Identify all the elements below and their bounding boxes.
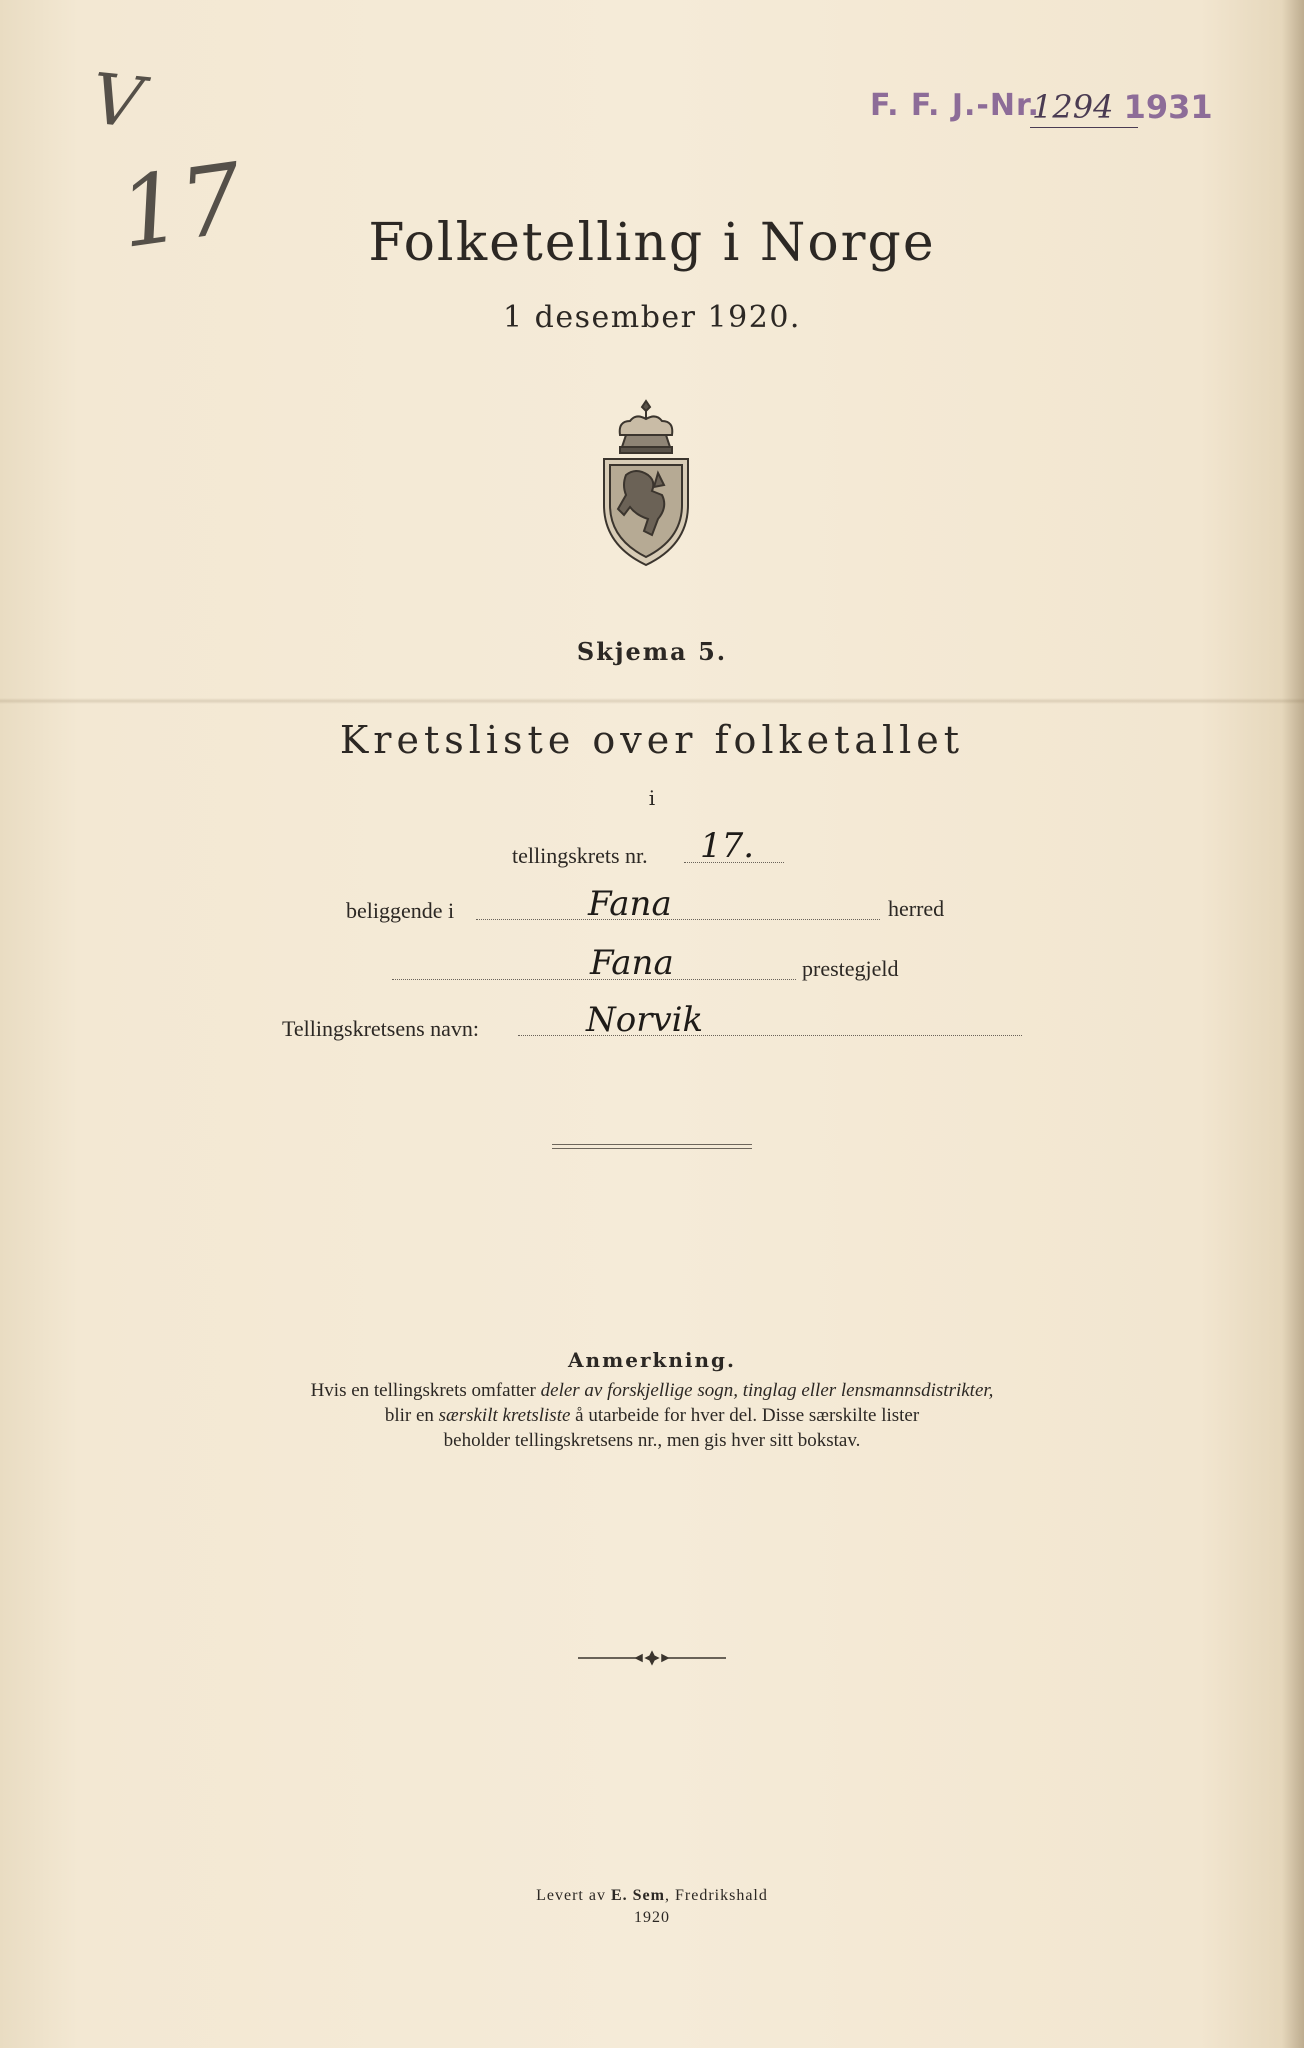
printer-place: , Fredrikshald — [664, 1887, 768, 1904]
form-number: Skjema 5. — [576, 637, 728, 666]
printer-line — [0, 1885, 1304, 1907]
printer-name: E. Sem — [610, 1887, 665, 1904]
anm-line2-plain-a: blir en — [384, 1405, 439, 1426]
anm-line2-italic: særskilt kretsliste — [438, 1405, 571, 1426]
prestegjeld-value: Fana — [590, 943, 674, 983]
printer-imprint — [0, 1885, 1304, 1929]
archive-stamp-number — [1032, 88, 1213, 126]
stamp-year: 1931 — [1123, 88, 1213, 126]
anm-line2-plain-c: å utarbeide for hver del. Disse særskilte lister — [570, 1405, 920, 1426]
anm-line1-plain: Hvis en tellingskrets omfatter — [310, 1380, 541, 1401]
krets-navn-value: Norvik — [586, 1000, 704, 1040]
krets-navn-label: Tellingskretsens navn: — [282, 1016, 480, 1041]
page-title: Folketelling i Norge — [368, 213, 936, 273]
herred-label: herred — [888, 896, 945, 921]
beliggende-label: beliggende i — [346, 898, 455, 923]
connector-word: i — [648, 786, 656, 810]
herred-value: Fana — [588, 884, 672, 924]
tellingskrets-label: tellingskrets nr. — [512, 843, 648, 868]
herred-line — [476, 919, 880, 920]
prestegjeld-label: prestegjeld — [802, 956, 899, 981]
anmerkning-text — [0, 1378, 1304, 1453]
margin-check-mark: V — [87, 57, 147, 145]
stamp-underline — [1030, 127, 1138, 128]
stamp-number: 1294 — [1032, 88, 1114, 126]
anmerkning-heading: Anmerkning. — [568, 1348, 736, 1372]
paper-fold — [0, 698, 1304, 704]
anm-line1-italic: deler av forskjellige sogn, tinglag eller lensmannsdistrikter, — [540, 1380, 994, 1401]
norwegian-coat-of-arms-icon — [596, 395, 696, 570]
form-heading: Kretsliste over folketallet — [339, 718, 965, 762]
printer-year: 1920 — [634, 1909, 670, 1926]
anmerkning-line-1 — [0, 1378, 1304, 1403]
separator-rule-bottom — [552, 1148, 752, 1149]
margin-number: 17 — [112, 142, 250, 270]
tellingskrets-value: 17. — [700, 826, 755, 866]
anmerkning-line-2 — [0, 1403, 1304, 1428]
separator-rule-top — [552, 1144, 752, 1145]
printer-prefix: Levert av — [536, 1887, 611, 1904]
anmerkning-line-3: beholder tellingskretsens nr., men gis hver sitt bokstav. — [443, 1430, 861, 1451]
archive-stamp: F. F. J.-Nr. — [870, 88, 1040, 123]
census-date: 1 desember 1920. — [503, 300, 801, 335]
ornament-divider-icon — [576, 1650, 728, 1666]
